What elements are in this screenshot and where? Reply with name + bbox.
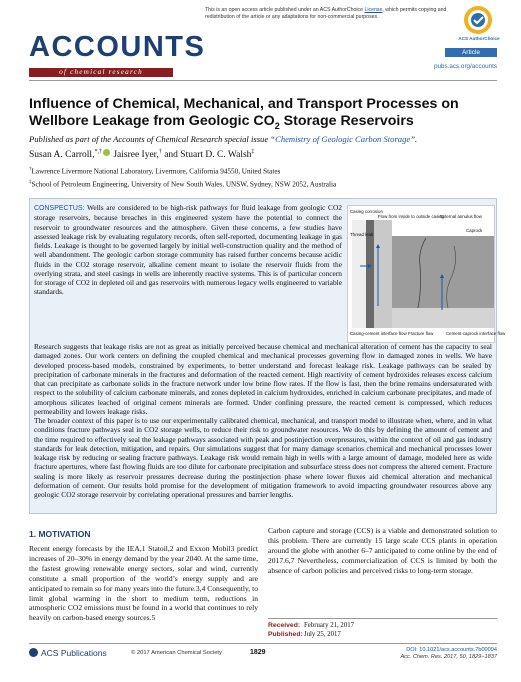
published-date: Published:July 25, 2017: [268, 631, 341, 638]
doi-link[interactable]: DOI: 10.1021/acs.accounts.7b00094: [406, 647, 497, 653]
received-date: Received: February 21, 2017: [268, 622, 355, 629]
label-casing-corrosion: Casing corrosion: [350, 209, 383, 214]
body-column-right: Carbon capture and storage (CCS) is a viable and demonstrated solution to this problem. There are currently 15 large scale CCS plants in operation around the globe with another 6–7 anticipated to come online by the end of 2017.6,7 Nevertheless, commercialization of CCS is limited by both the absence of carbon policies and perceived risks to long-term storage.: [268, 526, 497, 575]
label-flow-inside: Flow from inside to outside casing: [378, 214, 445, 219]
abstract-intro: CONSPECTUS: Wells are considered to be high-risk pathways for fluid leakage from geologic CO2 storage reservoirs, because breaches in this engineered system have the potential to connect the reservoir to groundwater resources and the atmosphere. Given these concerns, a few studies have assessed leakage risk by evaluating regulatory records, often self-reported, documenting leakage in gas fields. Leakage is thought to be governed largely by initial well-construction quality and the method of well abandonment. The geologic carbon storage community has raised further concerns because acidic fluids in the CO2 storage reservoir, alkaline cement meant to isolate the reservoir fluids from the overlying strata, and steel casings in wells are inherently reactive systems. This is of particular concern for storage of CO2 in depleted oil and gas reservoirs with numerous legacy wells engineered to variable standards.: [34, 203, 342, 297]
label-cement-caprock: Cement-caprock interface flow: [446, 331, 506, 336]
abstract-body: [34, 342, 492, 499]
author-carroll[interactable]: Susan A. Carroll,: [29, 150, 95, 161]
title-line-1: Influence of Chemical, Mechanical, and Transport Processes on: [29, 96, 459, 112]
toc-graphic: [347, 205, 506, 343]
open-access-note: [205, 7, 450, 20]
oa-note-text: This is an open access article published under an ACS AuthorChoice: [205, 7, 364, 13]
authorchoice-badge-icon: [463, 5, 493, 35]
journal-url-link[interactable]: pubs.acs.org/accounts: [433, 63, 497, 70]
affiliation-1: †Lawrence Livermore National Laboratory, Livermore, California 94550, United States: [29, 167, 281, 176]
acs-publications-logo: ACS Publications: [29, 648, 107, 658]
label-casing-cement: Casing-cement interface flow: [350, 331, 407, 336]
publication-dates: [268, 618, 497, 639]
orcid-icon[interactable]: [103, 149, 110, 156]
journal-title: ACCOUNTS: [29, 31, 206, 63]
journal-subtitle: of chemical research: [59, 68, 143, 76]
acs-logo-icon: [29, 648, 38, 657]
special-issue-link[interactable]: Chemistry of Geologic Carbon Storage: [275, 134, 411, 144]
abstract-paragraph-2: The broader context of this paper is to use our experimentally calibrated chemical, mechanical, and transport model to illustrate when, where, and in what conditions fracture pathways seal in CO2 storage wells, to reduce their risk to groundwater resources. We do this by defining the amount of cement and the time required to effectively seal the leakage pathways associated with peak and postinjection overpressures, within the context of oil and gas industry standards for leak detection, mitigation, and repairs. Our simulations suggest that for many damage scenarios chemical and mechanical processes lower leakage risk by reducing or sealing fracture pathways. Leakage risk would remain high in wells with a large amount of damage, modeled here as wide fracture apertures, where fast flowing fluids are too dilute for carbonate precipitation and subsurface stress does not compress the altered cement. Fracture sealing is more likely as reservoir pressures decrease during the postinjection phase where lower fluxes aid chemical alteration and mechanical deformation of cement. Our results hold promise for the development of mitigation framework to avoid impacting groundwater resources above any geologic CO2 storage reservoir by correlating operational pressures and barrier lengths.: [34, 416, 492, 499]
conspectus-label: CONSPECTUS:: [34, 205, 85, 212]
body-column-left: Recent energy forecasts by the IEA,1 Statoil,2 and Exxon Mobil3 predict increases of 20–30% in energy demand by the year 2040. At the same time, the fastest growing renewable energy sectors, solar and wind, currently constitute a small proportion of the world’s energy supply and are anticipated to remain so for many years into the future.3,4 Consequently, to limit global warming in the short to medium term, reductions in atmospheric CO2 emissions must be found in a world that continues to rely heavily on carbon-based energy sources.5: [29, 544, 258, 623]
doi-citation: [360, 647, 497, 661]
special-issue-note: Published as part of the Accounts of Chemical Research special issue “Chemistry of Geologic Carbon Storage”.: [29, 134, 418, 144]
author-list: Susan A. Carroll,*,† Jaisree Iyer,† and Stuart D. C. Walsh‡: [29, 149, 255, 161]
label-thread-leak: Thread leak: [350, 232, 374, 237]
title-line-2: Wellbore Leakage from Geologic $CO_2$ Storage Reservoirs: [29, 113, 414, 131]
affiliation-2: ‡School of Petroleum Engineering, University of New South Wales, UNSW, Sydney, NSW 2052, Australia: [29, 180, 337, 189]
authorchoice-label: ACS AuthorChoice: [458, 36, 500, 41]
page-number: 1829: [250, 649, 266, 656]
journal-citation: Acc. Chem. Res. 2017, 50, 1829−1837: [400, 654, 497, 661]
author-iyer[interactable]: Jaisree Iyer,: [113, 150, 159, 161]
label-external-annulus: External annulus flow: [440, 214, 482, 219]
author-walsh[interactable]: and Stuart D. C. Walsh: [164, 150, 252, 161]
caprock-layer: [392, 236, 494, 308]
footer-divider: [29, 643, 497, 644]
section-heading-motivation: 1. MOTIVATION: [29, 529, 91, 539]
reservoir-layer: [392, 308, 494, 328]
abstract-paragraph-1: Research suggests that leakage risks are not as great as initially perceived because chemical and mechanical alteration of cement has the capacity to seal damaged zones. Our work centers on defining the coupled chemical and mechanical processes governing flow in damaged zones in wells. We have developed process-based models, constrained by experiments, to better understand and forecast leakage risk. Leakage pathways can be sealed by precipitation of carbonate minerals in the fractures and deformation of the reacted cement. High reactivity of cement hydroxides releases excess calcium that can precipitate as carbonate solids in the fracture network under low brine flow rates. If the flow is fast, then the brine remains undersaturated with respect to the solubility of calcium carbonate minerals, and zones depleted in calcium hydroxides, enriched in calcium carbonate precipitates, and made of amorphous silicates leached of original cement minerals are formed. Under confining pressure, the reacted cement is compressed, which reduces permeability and lowers leakage risks.: [34, 342, 492, 416]
header-divider: [29, 80, 497, 81]
label-caprock: Caprock: [466, 228, 483, 233]
label-fracture-flow: Fracture flow: [408, 331, 434, 336]
copyright-notice: © 2017 American Chemical Society: [131, 650, 222, 656]
oa-note-text-end: , which permits copying and redistribution of the article or any adaptations for non-commercial purposes.: [205, 7, 447, 20]
cement-sheath: [374, 220, 392, 328]
license-link[interactable]: License: [364, 7, 383, 13]
article-type-badge: Article: [445, 48, 497, 57]
article-title: [29, 96, 499, 135]
